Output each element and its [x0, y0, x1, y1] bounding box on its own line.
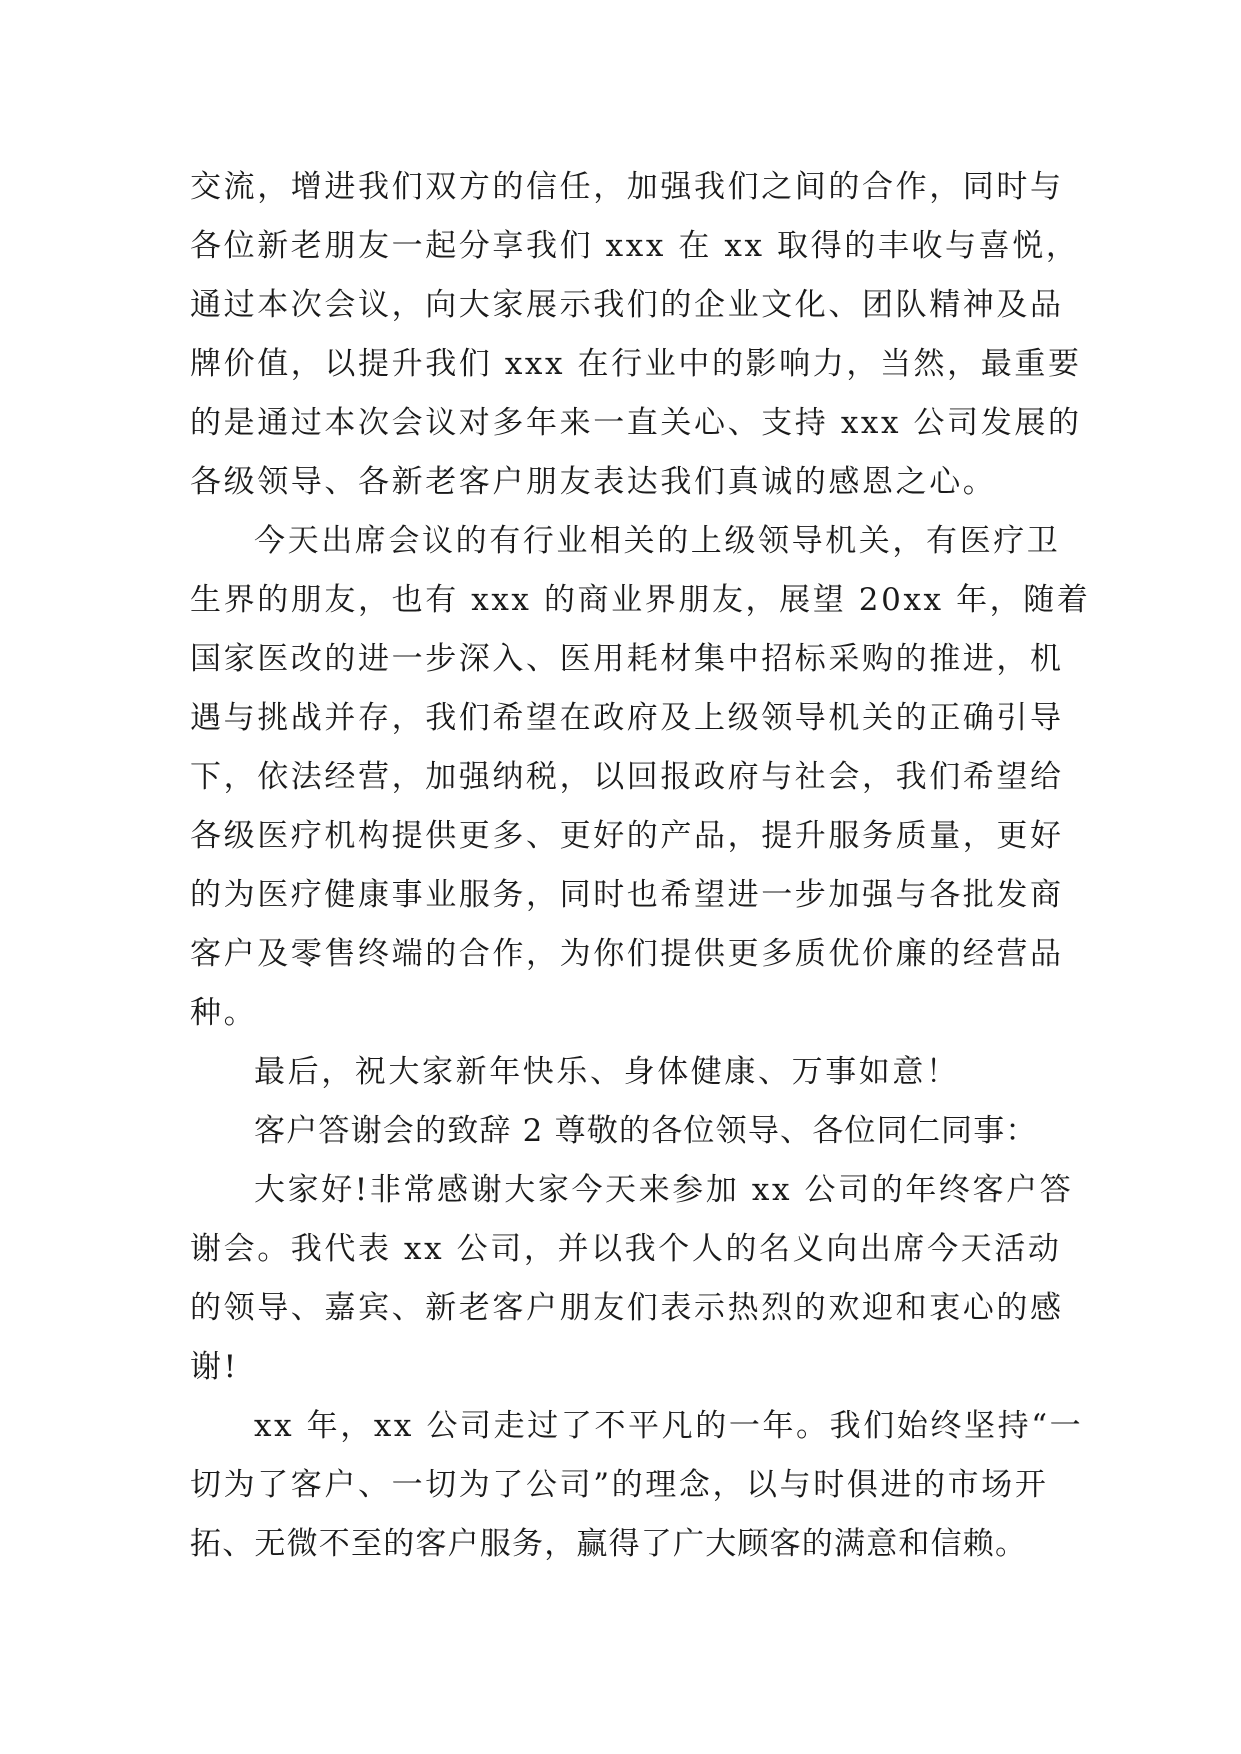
text-line: 谢!	[190, 1349, 239, 1385]
text-line: 遇与挑战并存，我们希望在政府及上级领导机关的正确引导	[190, 700, 1064, 736]
paragraph-first-line: 大家好!非常感谢大家今天来参加 xx 公司的年终客户答	[254, 1172, 1074, 1208]
text-line: 谢会。我代表 xx 公司，并以我个人的名义向出席今天活动	[190, 1231, 1062, 1267]
text-line: 的为医疗健康事业服务，同时也希望进一步加强与各批发商	[190, 877, 1064, 913]
text-line: 生界的朋友，也有 xxx 的商业界朋友，展望 20xx 年，随着	[190, 582, 1091, 618]
text-line: 种。	[190, 995, 258, 1031]
text-line: 切为了客户、一切为了公司”的理念，以与时俱进的市场开	[190, 1467, 1049, 1503]
text-line: 的领导、嘉宾、新老客户朋友们表示热烈的欢迎和衷心的感	[190, 1290, 1064, 1326]
text-line: 的是通过本次会议对多年来一直关心、支持 xxx 公司发展的	[190, 405, 1082, 441]
paragraph-first-line: 今天出席会议的有行业相关的上级领导机关，有医疗卫	[254, 523, 1061, 559]
text-line: 国家医改的进一步深入、医用耗材集中招标采购的推进，机	[190, 641, 1064, 677]
text-line: 牌价值，以提升我们 xxx 在行业中的影响力，当然，最重要	[190, 346, 1082, 382]
text-line: 拓、无微不至的客户服务，赢得了广大顾客的满意和信赖。	[190, 1526, 1028, 1562]
paragraph-first-line: xx 年，xx 公司走过了不平凡的一年。我们始终坚持“一	[254, 1408, 1084, 1444]
text-line: 客户及零售终端的合作，为你们提供更多质优价廉的经营品	[190, 936, 1064, 972]
text-line: 下，依法经营，加强纳税，以回报政府与社会，我们希望给	[190, 759, 1064, 795]
text-line: 交流，增进我们双方的信任，加强我们之间的合作，同时与	[190, 169, 1064, 205]
paragraph-first-line: 客户答谢会的致辞 2 尊敬的各位领导、各位同仁同事：	[254, 1113, 1038, 1149]
document-body	[190, 158, 1091, 1574]
text-line: 各位新老朋友一起分享我们 xxx 在 xx 取得的丰收与喜悦，	[190, 228, 1080, 264]
paragraph-first-line: 最后，祝大家新年快乐、身体健康、万事如意！	[254, 1054, 960, 1090]
text-line: 各级领导、各新老客户朋友表达我们真诚的感恩之心。	[190, 464, 997, 500]
text-line: 各级医疗机构提供更多、更好的产品，提升服务质量，更好	[190, 818, 1064, 854]
text-line: 通过本次会议，向大家展示我们的企业文化、团队精神及品	[190, 287, 1064, 323]
